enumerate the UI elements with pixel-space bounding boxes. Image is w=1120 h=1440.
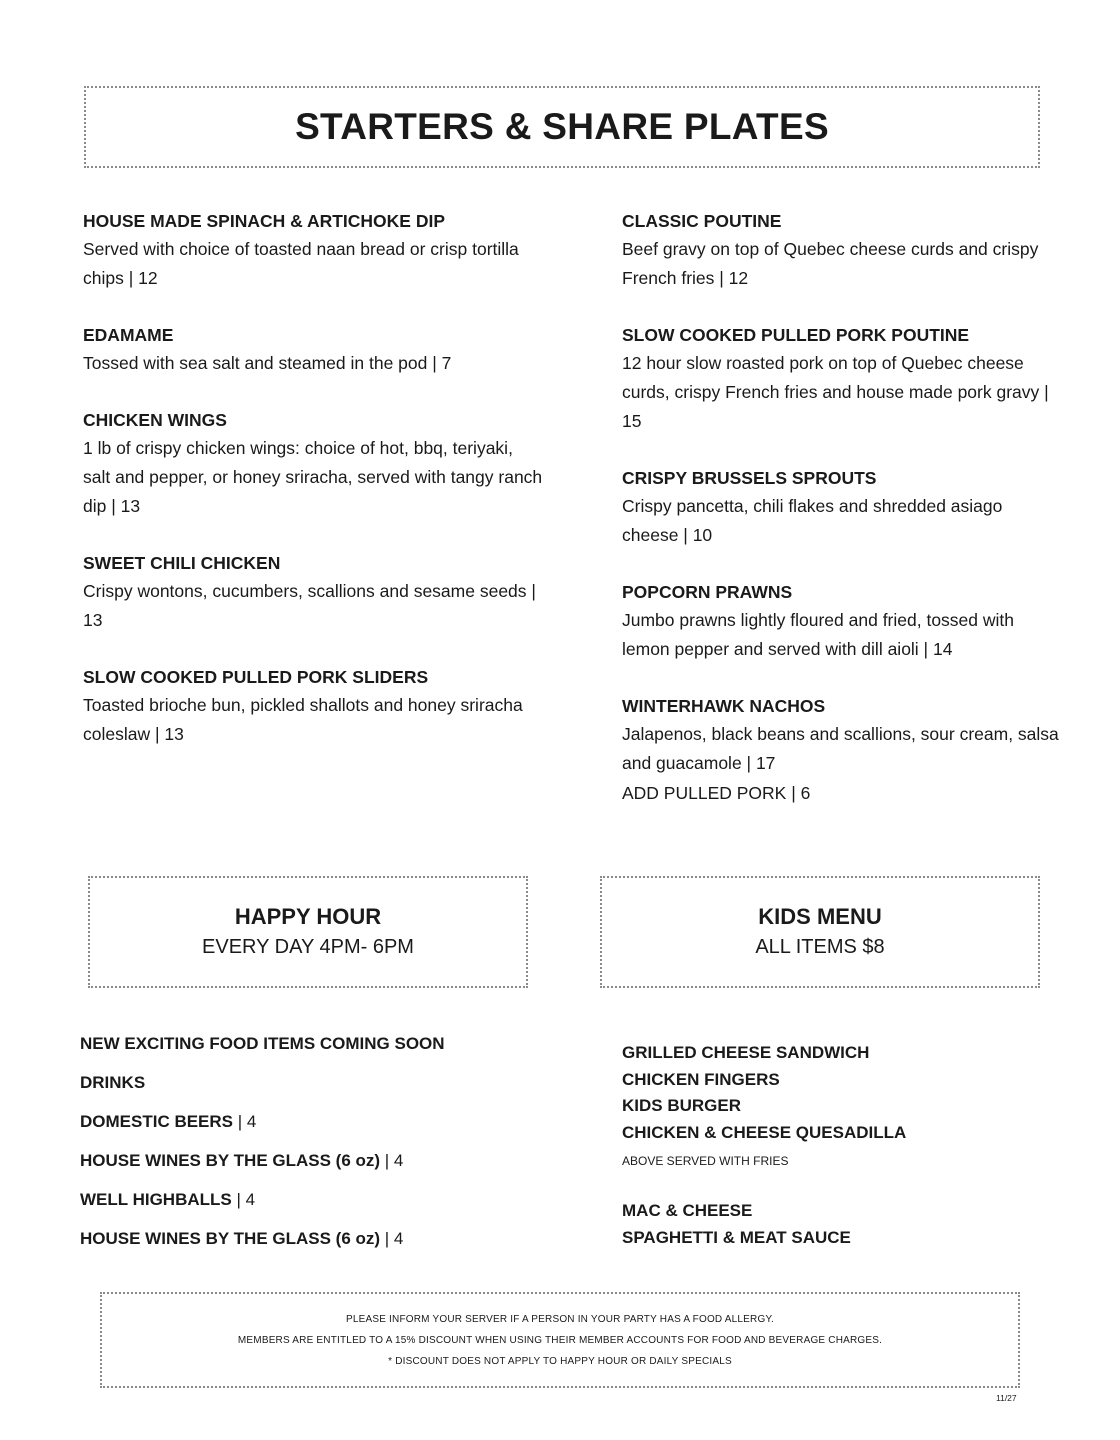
- kids-item: GRILLED CHEESE SANDWICH: [622, 1043, 870, 1062]
- menu-item: [622, 578, 1062, 664]
- footer-notice-box: [100, 1292, 1020, 1388]
- drinks-heading: DRINKS: [80, 1073, 146, 1092]
- menu-item-desc: 1 lb of crispy chicken wings: choice of hot, bbq, teriyaki, salt and pepper, or honey sriracha, served with tangy ranch dip | 13: [83, 438, 543, 516]
- menu-item-desc: Toasted brioche bun, pickled shallots and honey sriracha coleslaw | 13: [83, 695, 523, 744]
- menu-item-desc: Served with choice of toasted naan bread or crisp tortilla chips | 12: [83, 239, 519, 288]
- drink-name: HOUSE WINES BY THE GLASS (6 oz): [80, 1229, 381, 1248]
- menu-item: [622, 321, 1062, 436]
- menu-item-name: POPCORN PRAWNS: [622, 582, 793, 602]
- page-title: STARTERS & SHARE PLATES: [295, 106, 829, 147]
- kids-menu-list: [622, 1040, 1042, 1251]
- drink-price: | 4: [233, 1112, 257, 1131]
- nachos-addon: ADD PULLED PORK | 6: [622, 783, 811, 803]
- happy-hour-subtitle: EVERY DAY 4PM- 6PM: [202, 936, 414, 958]
- kids-menu-box: [600, 876, 1040, 988]
- drink-item: [80, 1149, 560, 1173]
- menu-item-name: HOUSE MADE SPINACH & ARTICHOKE DIP: [83, 211, 446, 231]
- menu-item-desc: Crispy pancetta, chili flakes and shredded asiago cheese | 10: [622, 496, 1003, 545]
- kids-note: ABOVE SERVED WITH FRIES: [622, 1154, 789, 1168]
- menu-item: [622, 207, 1062, 293]
- drink-item: [80, 1188, 560, 1212]
- menu-item-name: WINTERHAWK NACHOS: [622, 696, 826, 716]
- drink-price: | 4: [380, 1151, 404, 1170]
- drink-name: WELL HIGHBALLS: [80, 1190, 232, 1209]
- menu-item-desc: 12 hour slow roasted pork on top of Quebec cheese curds, crispy French fries and house made pork gravy | 15: [622, 353, 1049, 431]
- drink-price: | 4: [231, 1190, 256, 1209]
- member-discount-notice: MEMBERS ARE ENTITLED TO A 15% DISCOUNT WHEN USING THEIR MEMBER ACCOUNTS FOR FOOD AND BEVERAGE CHARGES.: [237, 1334, 883, 1346]
- coming-soon-text: NEW EXCITING FOOD ITEMS COMING SOON: [80, 1034, 445, 1053]
- menu-item-desc: Crispy wontons, cucumbers, scallions and sesame seeds | 13: [83, 581, 536, 630]
- menu-item: [622, 692, 1062, 778]
- kids-menu-title: KIDS MENU: [758, 904, 882, 929]
- menu-item: [83, 663, 543, 749]
- menu-item-desc: Jumbo prawns lightly floured and fried, tossed with lemon pepper and served with dill aioli | 14: [622, 610, 1015, 659]
- menu-item-name: SWEET CHILI CHICKEN: [83, 553, 281, 573]
- kids-item: SPAGHETTI & MEAT SAUCE: [622, 1227, 851, 1247]
- menu-item-name: CRISPY BRUSSELS SPROUTS: [622, 468, 877, 488]
- menu-item: [83, 406, 543, 521]
- menu-item-name: SLOW COOKED PULLED PORK POUTINE: [622, 325, 970, 345]
- page-number: 11/27: [996, 1393, 1017, 1403]
- drink-name: DOMESTIC BEERS: [80, 1112, 234, 1131]
- kids-item: KIDS BURGER: [622, 1096, 742, 1115]
- menu-item: [83, 549, 543, 635]
- title-box: [84, 86, 1040, 168]
- drink-item: [80, 1110, 560, 1134]
- kids-item: CHICKEN & CHEESE QUESADILLA: [622, 1122, 907, 1142]
- happy-hour-box: [88, 876, 528, 988]
- menu-item-name: EDAMAME: [83, 325, 174, 345]
- menu-item-name: SLOW COOKED PULLED PORK SLIDERS: [83, 667, 429, 687]
- drink-item: [80, 1227, 560, 1251]
- menu-item-name: CLASSIC POUTINE: [622, 211, 782, 231]
- starters-left-column: [83, 207, 543, 777]
- menu-item: [83, 207, 543, 293]
- menu-item-desc: Beef gravy on top of Quebec cheese curds and crispy French fries | 12: [622, 239, 1039, 288]
- discount-exception-notice: * DISCOUNT DOES NOT APPLY TO HAPPY HOUR OR DAILY SPECIALS: [388, 1355, 732, 1367]
- allergy-notice: PLEASE INFORM YOUR SERVER IF A PERSON IN YOUR PARTY HAS A FOOD ALLERGY.: [345, 1313, 775, 1325]
- menu-item: [83, 321, 543, 378]
- kids-item: CHICKEN FINGERS: [622, 1069, 780, 1089]
- happy-hour-list: [80, 1032, 560, 1266]
- menu-item-desc: Tossed with sea salt and steamed in the pod | 7: [83, 353, 452, 373]
- drink-name: HOUSE WINES BY THE GLASS (6 oz): [80, 1151, 381, 1170]
- menu-item: [622, 464, 1062, 550]
- menu-item-desc: Jalapenos, black beans and scallions, sour cream, salsa and guacamole | 17: [622, 724, 1059, 773]
- happy-hour-title: HAPPY HOUR: [234, 904, 382, 929]
- kids-item: MAC & CHEESE: [622, 1201, 753, 1220]
- starters-right-column: [622, 207, 1062, 807]
- menu-item-name: CHICKEN WINGS: [83, 410, 227, 430]
- kids-menu-subtitle: ALL ITEMS $8: [755, 936, 885, 958]
- drink-price: | 4: [380, 1229, 404, 1248]
